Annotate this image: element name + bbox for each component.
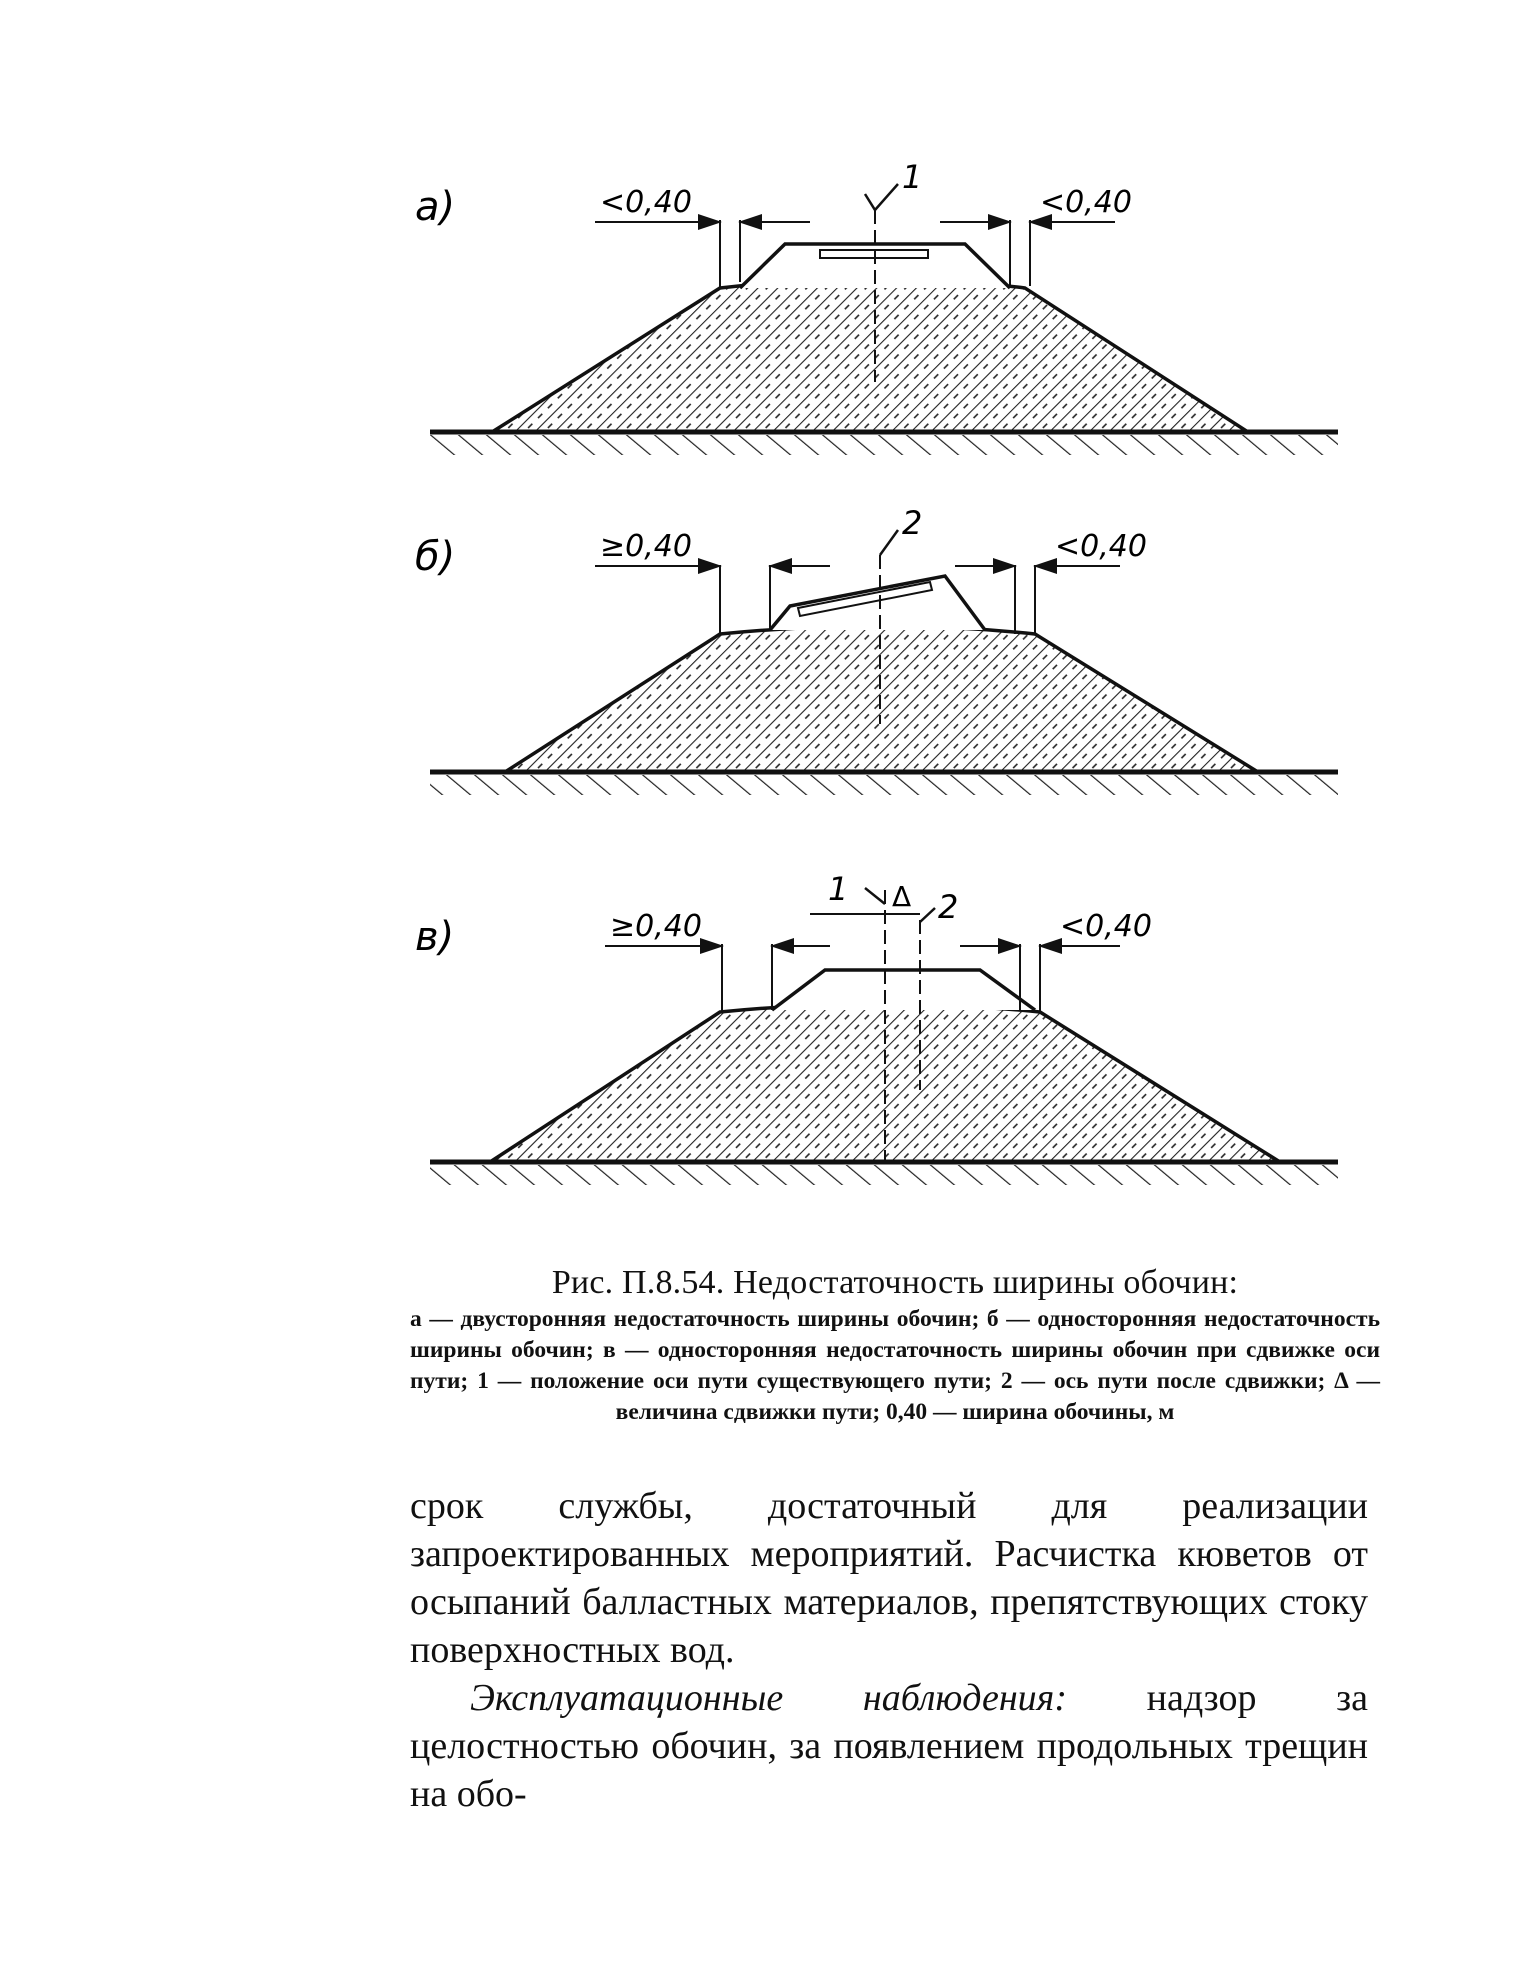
figure-a: [410, 160, 1360, 490]
right-dimension: <0,40: [1060, 909, 1152, 944]
left-dimension: <0,40: [600, 185, 692, 220]
ground-hatch: [430, 775, 1338, 795]
delta-label: Δ: [892, 880, 912, 913]
figure-c: [410, 870, 1360, 1210]
right-dimension: <0,40: [1055, 529, 1147, 564]
ballast-prism: [772, 970, 1035, 1010]
axis-label-2: 2: [938, 888, 959, 926]
paragraph-1: срок службы, достаточный для реализации запроектированных мероприятий. Расчистка кюветов от осыпаний балластных материалов, препятствующих стоку поверхностных вод.: [410, 1485, 1368, 1671]
left-dimension: ≥0,40: [600, 529, 692, 564]
body-text: [410, 1482, 1368, 1818]
paragraph-2: [410, 1674, 1368, 1818]
axis-label-1: 1: [828, 870, 849, 908]
figure-letter: а): [415, 184, 456, 230]
axis-label: 1: [902, 160, 923, 196]
embankment: [492, 279, 1248, 432]
paragraph-2-italic: Эксплуатационные наблюдения:: [470, 1677, 1067, 1719]
figure-caption: [410, 1262, 1380, 1428]
ground-hatch: [430, 1165, 1338, 1185]
ballast-prism: [770, 576, 985, 630]
embankment: [505, 626, 1258, 772]
axis-label: 2: [902, 510, 923, 542]
figure-letter: в): [415, 914, 455, 960]
paragraph-2-rest: надзор за целостностью обочин, за появлением продольных трещин на обо-: [410, 1677, 1368, 1815]
right-dimension: <0,40: [1040, 185, 1132, 220]
caption-title: Рис. П.8.54. Недостаточность ширины обочин:: [551, 1264, 1239, 1301]
figure-b: [410, 510, 1360, 810]
ground-hatch: [430, 435, 1338, 455]
figure-letter: б): [415, 534, 456, 580]
left-dimension: ≥0,40: [610, 909, 702, 944]
caption-text: а — двусторонняя недостаточность ширины обочин; б — односторонняя недостаточность ширины обочин; в — односторонняя недостаточность ширины обочин при сдвижке оси пути; 1 — положение оси пути существующего пути; 2 — ось пути после сдвижки; Δ — величина сдвижки пути; 0,40 — ширина обочины, м: [410, 1306, 1380, 1425]
